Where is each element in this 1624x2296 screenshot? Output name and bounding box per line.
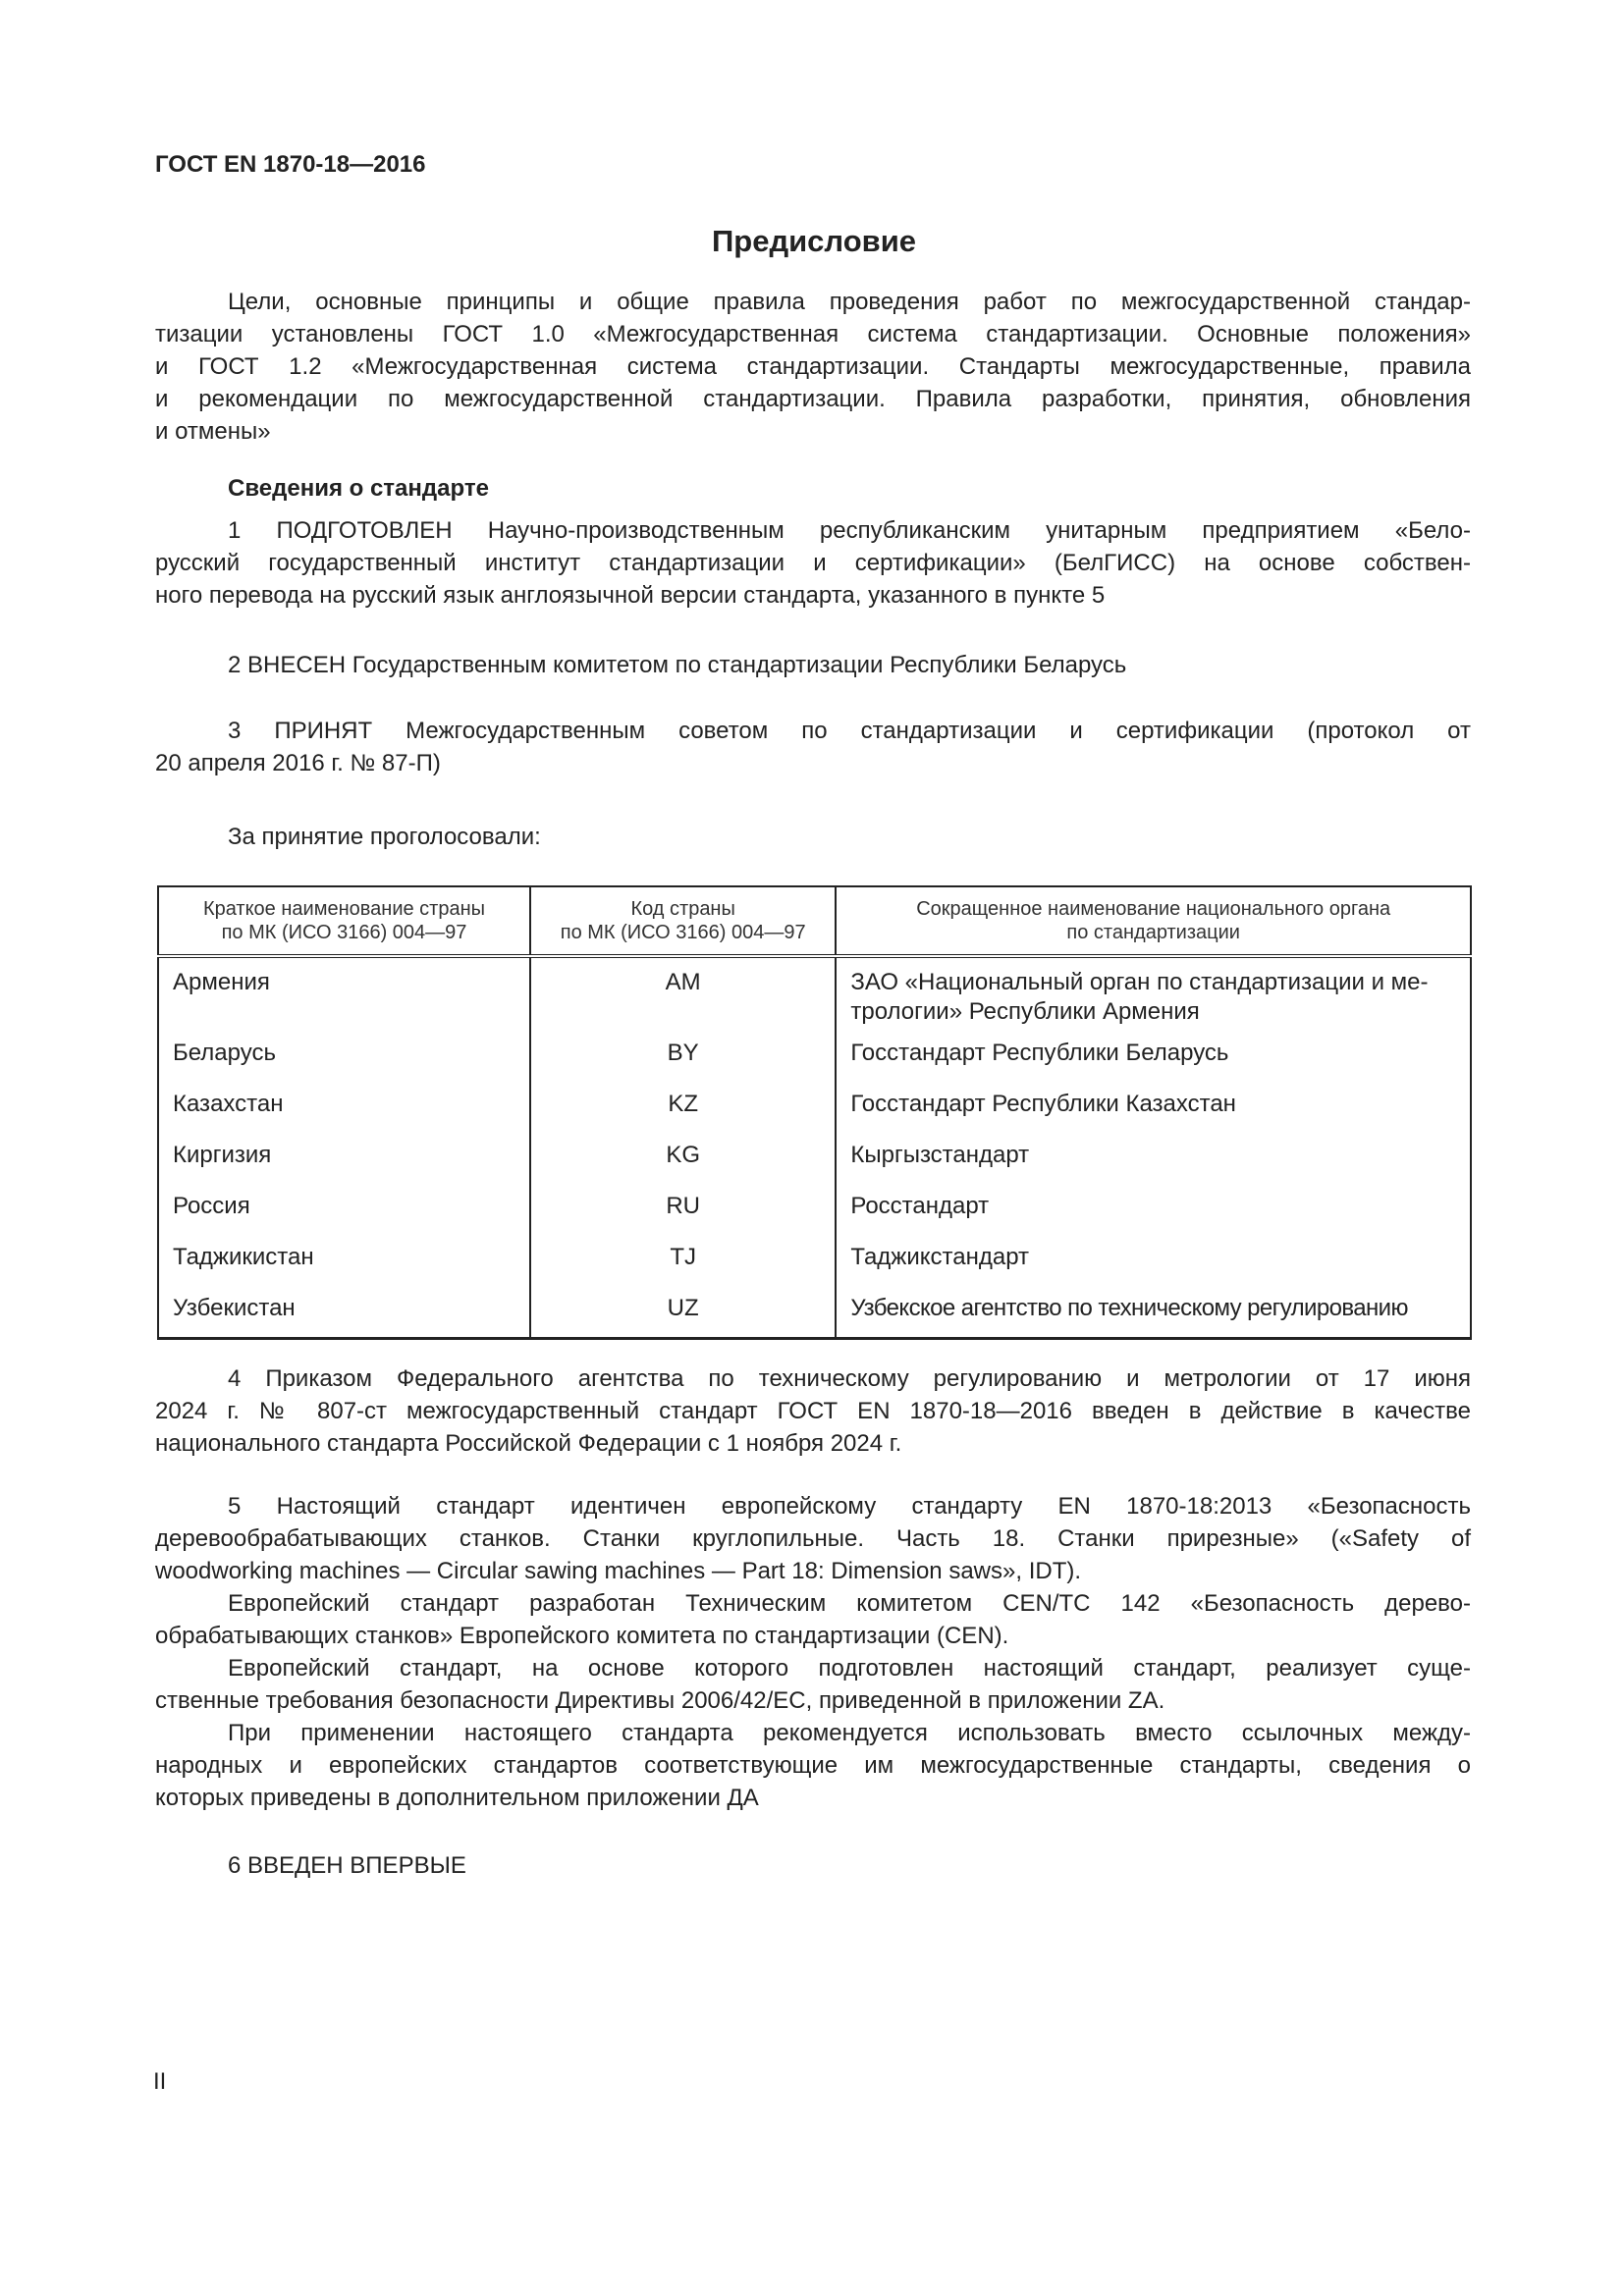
cell-country: Россия	[158, 1190, 530, 1241]
text-line: ного перевода на русский язык англоязычной версии стандарта, указанного в пункте 5	[155, 582, 1106, 609]
table-row	[158, 1241, 1471, 1292]
item-2-submitted	[155, 649, 1471, 681]
text-line: 2 ВНЕСЕН Государственным комитетом по стандартизации Республики Беларусь	[228, 652, 1127, 678]
voted-label-text: За принятие проголосовали:	[228, 824, 541, 850]
table-row	[158, 1088, 1471, 1139]
table-row	[158, 1037, 1471, 1088]
cell-body: Узбекское агентство по техническому регулированию	[836, 1292, 1471, 1339]
text-line: Цели, основные принципы и общие правила проведения работ по межгосударственной стандар-	[228, 289, 1471, 315]
text-line: которых приведены в дополнительном приложении ДА	[155, 1785, 759, 1811]
text-line: woodworking machines — Circular sawing machines — Part 18: Dimension saws», IDT).	[155, 1558, 1082, 1584]
voted-label	[155, 821, 1471, 853]
cell-code: UZ	[530, 1292, 836, 1339]
text-line: Европейский стандарт разработан Техническим комитетом CEN/TC 142 «Безопасность дерево-	[228, 1590, 1471, 1617]
item-5-identical	[155, 1490, 1471, 1814]
cell-code: BY	[530, 1037, 836, 1088]
cell-country: Казахстан	[158, 1088, 530, 1139]
table-header-row	[158, 886, 1471, 956]
header-line: по стандартизации	[1066, 922, 1240, 943]
header-line: Краткое наименование страны	[202, 898, 485, 920]
item-3-adopted	[155, 715, 1471, 779]
cell-country: Киргизия	[158, 1139, 530, 1190]
cell-body: Таджикстандарт	[836, 1241, 1471, 1292]
cell-line: ЗАО «Национальный орган по стандартизации и ме-	[850, 969, 1429, 995]
text-line: деревообрабатывающих станков. Станки круглопильные. Часть 18. Станки прирезные» («Safety of	[155, 1525, 1471, 1552]
header-line: Код страны	[630, 898, 735, 920]
cell-code: AM	[530, 956, 836, 1037]
cell-body: Госстандарт Республики Казахстан	[836, 1088, 1471, 1139]
cell-country: Беларусь	[158, 1037, 530, 1088]
column-header-country	[158, 886, 530, 956]
column-header-body	[836, 886, 1471, 956]
cell-line: трологии» Республики Армения	[850, 998, 1200, 1025]
page-title: Предисловие	[711, 224, 916, 258]
cell-body: Кыргызстандарт	[836, 1139, 1471, 1190]
text-line: 20 апреля 2016 г. № 87-П)	[155, 750, 441, 776]
text-line: 6 ВВЕДЕН ВПЕРВЫЕ	[228, 1852, 466, 1879]
item-1-prepared	[155, 514, 1471, 612]
text-line: ственные требования безопасности Директивы 2006/42/ЕС, приведенной в приложении ZA.	[155, 1687, 1165, 1714]
text-line: русский государственный институт стандартизации и сертификации» (БелГИСС) на основе собствен-	[155, 550, 1471, 576]
cell-code: TJ	[530, 1241, 836, 1292]
cell-country: Узбекистан	[158, 1292, 530, 1339]
text-line: и отмены»	[155, 418, 271, 445]
cell-body: Росстандарт	[836, 1190, 1471, 1241]
text-line: 1 ПОДГОТОВЛЕН Научно-производственным республиканским унитарным предприятием «Бело-	[228, 517, 1471, 544]
voting-countries-table	[157, 885, 1472, 1340]
table-row	[158, 956, 1471, 1037]
intro-paragraph	[155, 286, 1471, 448]
text-line: 2024 г. № 807-ст межгосударственный стандарт ГОСТ EN 1870-18—2016 введен в действие в качестве	[155, 1398, 1471, 1424]
cell-country: Армения	[158, 956, 530, 1037]
page-number: II	[153, 2068, 167, 2095]
section-heading-text: Сведения о стандарте	[228, 475, 489, 502]
table-row	[158, 1139, 1471, 1190]
text-line: и ГОСТ 1.2 «Межгосударственная система стандартизации. Стандарты межгосударственные, правила	[155, 353, 1471, 380]
text-line: тизации установлены ГОСТ 1.0 «Межгосударственная система стандартизации. Основные положения»	[155, 321, 1471, 347]
text-line: 3 ПРИНЯТ Межгосударственным советом по стандартизации и сертификации (протокол от	[228, 718, 1471, 744]
text-line: При применении настоящего стандарта рекомендуется использовать вместо ссылочных между-	[228, 1720, 1471, 1746]
text-line: и рекомендации по межгосударственной стандартизации. Правила разработки, принятия, обновления	[155, 386, 1471, 412]
document-code-header: ГОСТ EN 1870-18—2016	[155, 151, 426, 178]
cell-code: KG	[530, 1139, 836, 1190]
table-row	[158, 1292, 1471, 1339]
text-line: национального стандарта Российской Федерации с 1 ноября 2024 г.	[155, 1430, 902, 1457]
text-line: обрабатывающих станков» Европейского комитета по стандартизации (CEN).	[155, 1623, 1009, 1649]
cell-code: KZ	[530, 1088, 836, 1139]
cell-country: Таджикистан	[158, 1241, 530, 1292]
text-line: народных и европейских стандартов соответствующие им межгосударственные стандарты, сведения о	[155, 1752, 1471, 1779]
item-6-first-introduced	[155, 1849, 1471, 1882]
text-line: 5 Настоящий стандарт идентичен европейскому стандарту EN 1870-18:2013 «Безопасность	[228, 1493, 1471, 1520]
column-header-code	[530, 886, 836, 956]
item-4-order	[155, 1362, 1471, 1460]
cell-code: RU	[530, 1190, 836, 1241]
cell-body	[836, 956, 1471, 1037]
header-line: Сокращенное наименование национального органа	[916, 898, 1391, 920]
text-line: Европейский стандарт, на основе которого подготовлен настоящий стандарт, реализует суще-	[228, 1655, 1471, 1682]
text-line: 4 Приказом Федерального агентства по техническому регулированию и метрологии от 17 июня	[228, 1365, 1471, 1392]
cell-body: Госстандарт Республики Беларусь	[836, 1037, 1471, 1088]
table-row	[158, 1190, 1471, 1241]
header-line: по МК (ИСО 3166) 004—97	[560, 922, 806, 943]
section-heading	[155, 472, 1471, 505]
header-line: по МК (ИСО 3166) 004—97	[221, 922, 467, 943]
